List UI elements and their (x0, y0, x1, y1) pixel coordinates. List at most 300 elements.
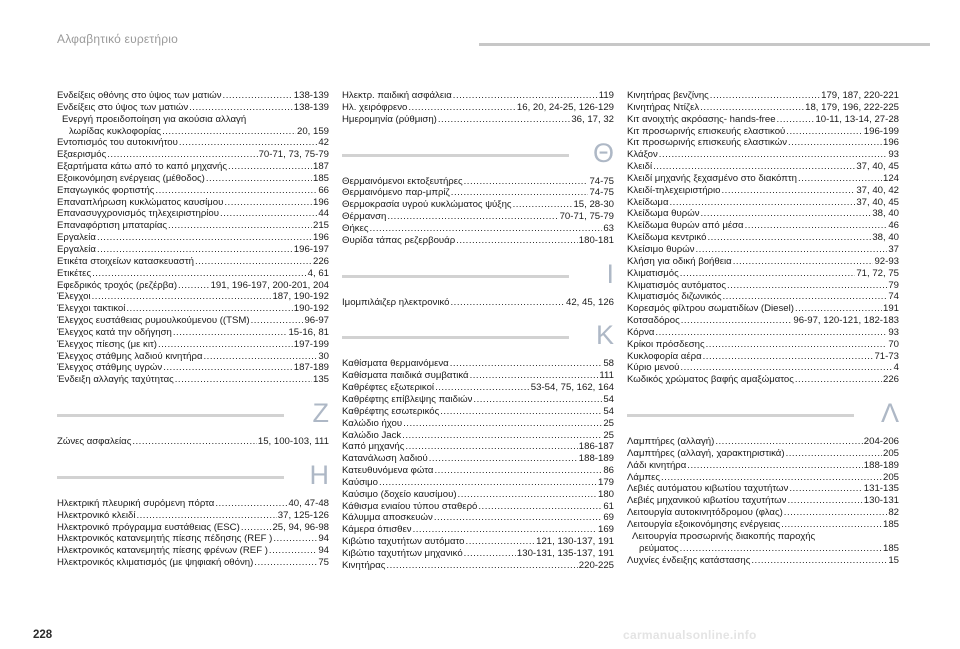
dot-leader (703, 351, 874, 363)
page-reference: 188-189 (578, 453, 614, 465)
index-entry (627, 185, 899, 197)
page-reference: 131-135 (863, 483, 899, 495)
dot-leader (710, 90, 820, 102)
page-reference: 121, 130-137, 191 (536, 536, 614, 548)
dot-leader (721, 185, 855, 197)
index-term: Έλεγχοι (57, 291, 91, 303)
dot-leader (478, 501, 602, 513)
dot-leader (661, 472, 882, 484)
dot-leader (173, 327, 288, 339)
index-term: Κιτ προσωρινής επισκευής ελαστικού (627, 125, 786, 137)
index-entry (57, 510, 329, 522)
index-term: Ηλεκτρονικός κατανεμητής πίεσης πέδησης (REF ) (57, 533, 273, 545)
page-reference: 205 (882, 447, 899, 459)
index-entry (627, 256, 899, 268)
index-term: Κλιματισμός αυτόματος (627, 279, 727, 291)
dot-leader (795, 303, 882, 315)
index-entry (57, 545, 329, 557)
page-reference: 18, 179, 196, 222-225 (805, 101, 899, 113)
page-reference: 190-192 (293, 303, 329, 315)
dot-leader (163, 362, 293, 374)
index-term: Κινητήρας (342, 559, 386, 571)
dot-leader (386, 560, 577, 572)
page-reference: 94 (318, 533, 329, 545)
dot-leader (451, 297, 565, 309)
dot-leader (92, 268, 307, 280)
page-reference: 226 (882, 374, 899, 386)
index-term: Καύσιμο (342, 476, 378, 488)
index-entry (342, 536, 614, 548)
page-reference: 96-97 (304, 315, 329, 327)
page-reference: 86 (603, 465, 614, 477)
index-entry (342, 102, 614, 114)
index-entry (627, 460, 899, 472)
index-term: Επανασυγχρονισμός τηλεχειριστηρίου (57, 208, 220, 220)
index-term: Καθρέφτης επίβλεψης παιδιών (342, 393, 473, 405)
letter-section-header (627, 400, 899, 430)
index-term: Έλεγχος πίεσης (με κιτ) (57, 338, 157, 350)
page-reference: 75 (318, 557, 329, 569)
page-reference: 124 (882, 172, 899, 184)
page-reference: 196-197 (293, 243, 329, 255)
index-term: Έλεγχοι τακτικοί (57, 303, 126, 315)
index-term: Λάδι κινητήρα (627, 459, 687, 471)
page-number: 228 (33, 629, 53, 641)
index-term: Λειτουργία εξοικονόμησης ενέργειας (627, 519, 781, 530)
index-entry (342, 512, 614, 524)
index-entry (57, 244, 329, 256)
page-reference: 186-187 (578, 441, 614, 453)
dot-leader (126, 303, 292, 315)
dot-leader (435, 382, 530, 394)
index-term: Έλεγχος στάθμης λαδιού κινητήρα (57, 350, 203, 362)
dot-leader (466, 536, 536, 548)
index-entry (342, 548, 614, 560)
page-reference: 54 (603, 405, 614, 417)
index-entry (342, 406, 614, 418)
dot-leader (723, 291, 888, 303)
index-entry (57, 126, 329, 138)
page-reference: 138-139 (293, 90, 329, 101)
page-reference: 25 (603, 429, 614, 441)
index-entry (627, 291, 899, 303)
index-term: Εφεδρικός τροχός (ρεζέρβα) (57, 279, 178, 291)
index-term: Καθρέφτης εσωτερικός (342, 405, 440, 417)
index-column-1 (57, 90, 329, 569)
index-entry (627, 315, 899, 327)
dot-leader (223, 90, 293, 102)
index-term: Ενεργή προειδοποίηση για ακούσια αλλαγή (62, 113, 247, 125)
dot-leader (456, 235, 578, 247)
index-entry (342, 176, 614, 188)
index-entry (627, 374, 899, 386)
index-entry (342, 465, 614, 477)
index-entry (57, 185, 329, 197)
dot-leader (453, 90, 598, 102)
index-entry (627, 483, 899, 495)
index-term: Κόρνα (627, 326, 655, 338)
index-term: Ενδείξεις στο ύψος των ματιών (57, 101, 189, 113)
index-term: Ετικέτες (57, 267, 92, 279)
index-entry (342, 211, 614, 223)
index-entry (627, 339, 899, 351)
dot-leader (215, 498, 287, 510)
index-entry (57, 256, 329, 268)
index-entry (342, 370, 614, 382)
page-reference: 40, 47-48 (288, 497, 329, 509)
dot-leader (434, 512, 603, 524)
header-title: Αλφαβητικό ευρετήριο (57, 32, 179, 46)
index-entry (627, 531, 899, 543)
index-entry (627, 220, 899, 232)
dot-leader (440, 406, 602, 418)
index-entry (627, 555, 899, 567)
dot-leader (370, 223, 603, 235)
index-term: Έλεγχος στάθμης υγρών (57, 362, 163, 374)
header-divider (479, 43, 930, 46)
letter-section-header (342, 322, 614, 352)
index-term: Κλειδί (627, 161, 653, 173)
index-entry (57, 232, 329, 244)
section-letter: Θ (592, 137, 614, 168)
dot-leader (178, 280, 210, 292)
page-reference: 93 (888, 149, 899, 161)
index-term: Ηλεκτρονικό κλειδί (57, 509, 136, 521)
page-reference: 16, 20, 24-25, 126-129 (516, 101, 614, 113)
dot-leader (787, 495, 862, 507)
dot-leader (653, 161, 855, 173)
page-reference: 92-93 (874, 255, 899, 267)
index-entry (57, 533, 329, 545)
page-reference: 82 (888, 507, 899, 519)
page-reference: 37, 40, 45 (856, 161, 899, 173)
section-divider (342, 154, 569, 157)
dot-leader (687, 460, 862, 472)
index-term: Κλιματισμός διζωνικός (627, 291, 722, 303)
index-term: Κιτ προσωρινής επισκευής ελαστικών (627, 137, 787, 149)
page-reference: 44 (318, 208, 329, 220)
index-term: Ηλεκτρονικό πρόγραμμα ευστάθειας (ESC) (57, 521, 240, 533)
section-letter: Η (309, 459, 329, 490)
index-term: Κάλυμμα αποσκευών (342, 512, 433, 524)
index-entry (627, 197, 899, 209)
dot-leader (405, 441, 577, 453)
dot-leader (273, 533, 317, 545)
index-entry (627, 519, 899, 531)
index-entry (627, 303, 899, 315)
page-reference: 63 (603, 222, 614, 234)
dot-leader (470, 370, 599, 382)
index-term: Λαμπτήρες (αλλαγή, χαρακτηριστικά) (627, 447, 785, 459)
index-term: Καλώδιο ήχου (342, 417, 403, 429)
index-entry (342, 560, 614, 572)
dot-leader (681, 315, 793, 327)
page-reference: 205 (882, 471, 899, 483)
index-entry (57, 102, 329, 114)
index-entry (57, 303, 329, 315)
index-entry (342, 441, 614, 453)
index-term: Θερμαινόμενοι εκτοξευτήρες (342, 175, 463, 187)
index-term: Ενδείξεις οθόνης στο ύψος των ματιών (57, 90, 222, 101)
page-reference: 38, 40 (872, 232, 899, 244)
index-entry (342, 430, 614, 442)
page-reference: 10-11, 13-14, 27-28 (815, 113, 899, 125)
index-entry (57, 351, 329, 363)
index-entry (57, 268, 329, 280)
index-term: Θήκες (342, 222, 369, 234)
index-entry (342, 114, 614, 126)
page-reference: 96-97, 120-121, 182-183 (793, 315, 899, 327)
page-reference: 15-16, 81 (288, 326, 329, 338)
dot-leader (254, 557, 317, 569)
index-term: Κλειδί-τηλεχειριστήριο (627, 184, 721, 196)
index-term: Κύριο μενού (627, 362, 680, 374)
index-term: Λειτουργία προσωρινής διακοπής παροχής (632, 530, 816, 542)
page-reference: 25 (603, 417, 614, 429)
index-term: Ζώνες ασφαλείας (57, 436, 132, 448)
section-letter: Ι (606, 258, 614, 289)
dot-leader (745, 220, 888, 232)
dot-leader (97, 232, 312, 244)
dot-leader (92, 291, 272, 303)
page-reference: 111 (599, 370, 614, 382)
index-entry (342, 394, 614, 406)
page-reference: 185 (312, 172, 329, 184)
dot-leader (733, 256, 874, 268)
letter-section-header (342, 137, 614, 170)
page-reference: 197-199 (293, 338, 329, 350)
index-entry (57, 557, 329, 569)
index-entry (342, 187, 614, 199)
index-term: Θερμοκρασία υγρού κυκλώματος ψύξης (342, 199, 512, 211)
index-term: Λαμπτήρες (αλλαγή) (627, 436, 715, 448)
index-entry (57, 436, 329, 448)
index-entry (342, 199, 614, 211)
section-divider (342, 275, 569, 278)
index-term: Κάθισμα ενιαίου τύπου σταθερό (342, 500, 478, 512)
index-entry (57, 137, 329, 149)
index-term: Ετικέτα στοιχείων κατασκευαστή (57, 255, 194, 267)
index-term: Ένδειξη αλλαγής ταχύτητας (57, 374, 174, 386)
page-reference: 79 (888, 279, 899, 291)
dot-leader (777, 114, 815, 126)
page-reference: 58 (603, 358, 614, 370)
page-reference: 74 (888, 291, 899, 303)
index-entry (57, 114, 329, 126)
letter-section-header (57, 459, 329, 492)
index-entry (342, 501, 614, 513)
dot-leader (162, 126, 296, 138)
index-term: Θερμαινόμενο παρ-μπρίζ (342, 187, 450, 199)
dot-leader (706, 339, 888, 351)
page-reference: 187-189 (293, 362, 329, 374)
dot-leader (680, 543, 882, 555)
index-term: Κατανάλωση λαδιού (342, 453, 428, 465)
page-reference: 185 (882, 542, 899, 554)
index-entry (57, 280, 329, 292)
index-term: Καθίσματα θερμαινόμενα (342, 358, 449, 370)
dot-leader (402, 430, 602, 442)
index-term: Επαναπλήρωση κυκλώματος καυσίμου (57, 196, 224, 208)
dot-leader (155, 185, 317, 197)
index-entry (57, 149, 329, 161)
dot-leader (781, 519, 882, 531)
dot-leader (379, 477, 597, 489)
index-term: Κάμερα όπισθεν (342, 524, 412, 536)
page-reference: 179, 187, 220-221 (821, 90, 899, 101)
index-entry (627, 327, 899, 339)
index-term: Κινητήρας Ντίζελ (627, 101, 700, 113)
index-entry (342, 90, 614, 102)
page-reference: 25, 94, 96-98 (272, 521, 329, 533)
page-reference: 4, 61 (307, 267, 329, 279)
index-term: Εντοπισμός του αυτοκινήτου (57, 137, 178, 149)
page-reference: 71-73 (874, 350, 899, 362)
index-entry (627, 208, 899, 220)
page-reference: 42 (318, 137, 329, 149)
index-entry (627, 244, 899, 256)
index-entry (627, 268, 899, 280)
index-term: Κλείδωμα θυρών (627, 208, 700, 220)
page-reference: 180 (597, 488, 614, 500)
dot-leader (269, 545, 317, 557)
page-reference: 4 (893, 362, 899, 374)
index-entry (627, 507, 899, 519)
index-entry (627, 543, 899, 555)
page-reference: 37, 40, 42 (856, 184, 899, 196)
index-column-2 (342, 90, 614, 572)
letter-section-header (57, 400, 329, 430)
page-reference: 138-139 (293, 101, 329, 113)
index-entry (627, 280, 899, 292)
page-reference: 37, 40, 45 (856, 196, 899, 208)
index-term: λωρίδας κυκλοφορίας (69, 125, 162, 137)
page-reference: 20, 159 (296, 125, 329, 137)
index-entry (342, 418, 614, 430)
dot-leader (659, 149, 888, 161)
section-letter: Ζ (312, 398, 329, 429)
index-term: Καλώδιο Jack (342, 429, 402, 441)
index-term: Έλεγχος κατά την οδήγηση (57, 326, 172, 338)
index-entry (57, 161, 329, 173)
page-reference: 204-206 (863, 436, 899, 448)
index-term: Κιβώτιο ταχυτήτων αυτόματο (342, 536, 465, 548)
section-letter: Λ (880, 398, 899, 429)
index-entry (627, 102, 899, 114)
page-reference: 37, 125-126 (277, 509, 329, 521)
index-entry (627, 495, 899, 507)
dot-leader (220, 208, 317, 220)
page-reference: 188-189 (863, 459, 899, 471)
index-entry (342, 453, 614, 465)
index-entry (342, 297, 614, 309)
index-term: Κωδικός χρώματος βαφής αμαξώματος (627, 374, 794, 386)
page-reference: 70-71, 75-79 (559, 211, 614, 223)
page-reference: 191 (882, 303, 899, 315)
dot-leader (458, 489, 597, 501)
dot-leader (403, 418, 602, 430)
page-reference: 53-54, 75, 162, 164 (530, 382, 614, 394)
page-reference: 93 (888, 326, 899, 338)
dot-leader (168, 220, 312, 232)
page-reference: 196 (312, 196, 329, 208)
page-reference: 38, 40 (872, 208, 899, 220)
index-term: Εξαρτήματα κάτω από το καπό μηχανής (57, 161, 228, 173)
index-entry (57, 374, 329, 386)
dot-leader (204, 351, 318, 363)
index-entry (342, 489, 614, 501)
dot-leader (464, 176, 589, 188)
dot-leader (788, 137, 882, 149)
letter-section-header (342, 258, 614, 291)
section-divider (627, 414, 854, 417)
dot-leader (387, 211, 558, 223)
index-term: Κιβώτιο ταχυτήτων μηχανικό (342, 547, 463, 559)
dot-leader (438, 114, 570, 126)
dot-leader (700, 102, 804, 114)
dot-leader (132, 436, 257, 448)
index-term: Κατευθυνόμενα φώτα (342, 465, 434, 477)
index-term: Λάμπες (627, 471, 661, 483)
index-entry (57, 522, 329, 534)
dot-leader (701, 208, 872, 220)
index-entry (342, 223, 614, 235)
dot-leader (513, 199, 573, 211)
page-reference: 46 (888, 220, 899, 232)
section-divider (57, 414, 284, 417)
page-reference: 187 (312, 161, 329, 173)
page-reference: 94 (318, 545, 329, 557)
index-term: Ηλεκτρονικός κλιματισμός (με ψηφιακή οθόνη) (57, 557, 254, 569)
page-reference: 36, 17, 32 (571, 113, 614, 125)
index-term: Εξαερισμός (57, 149, 107, 161)
dot-leader (451, 187, 589, 199)
index-entry (342, 358, 614, 370)
index-entry (342, 382, 614, 394)
index-term: Καπό μηχανής (342, 441, 405, 453)
index-entry (627, 126, 899, 138)
dot-leader (473, 394, 602, 406)
dot-leader (680, 268, 856, 280)
page-reference: 179 (597, 476, 614, 488)
index-entry (627, 472, 899, 484)
dot-leader (727, 280, 887, 292)
page-reference: 215 (312, 220, 329, 232)
dot-leader (789, 483, 862, 495)
index-term: Καύσιμο (δοχείο καυσίμου) (342, 488, 457, 500)
index-term: Κλειδί μηχανής ξεχασμένο στο διακόπτη (627, 172, 797, 184)
index-term: Κλιματισμός (627, 267, 679, 279)
page-reference: 74-75 (589, 187, 614, 199)
dot-leader (429, 453, 578, 465)
index-term: Εξοικονόμηση ενέργειας (μέθοδος) (57, 172, 205, 184)
dot-leader (189, 102, 293, 114)
index-entry (57, 90, 329, 102)
dot-leader (228, 161, 312, 173)
index-entry (57, 498, 329, 510)
page-reference: 185 (882, 519, 899, 530)
page-reference: 71, 72, 75 (856, 267, 899, 279)
index-term: Κοτσαδόρος (627, 315, 680, 327)
page-reference: 70-71, 73, 75-79 (258, 149, 329, 161)
index-column-3 (627, 90, 899, 566)
index-term: Ημερομηνία (ρύθμιση) (342, 113, 437, 125)
page-reference: 191, 196-197, 200-201, 204 (210, 279, 329, 291)
page-reference: 119 (598, 90, 614, 101)
dot-leader (408, 102, 516, 114)
index-entry (627, 436, 899, 448)
index-term: Καθρέφτες εξωτερικοί (342, 382, 435, 394)
